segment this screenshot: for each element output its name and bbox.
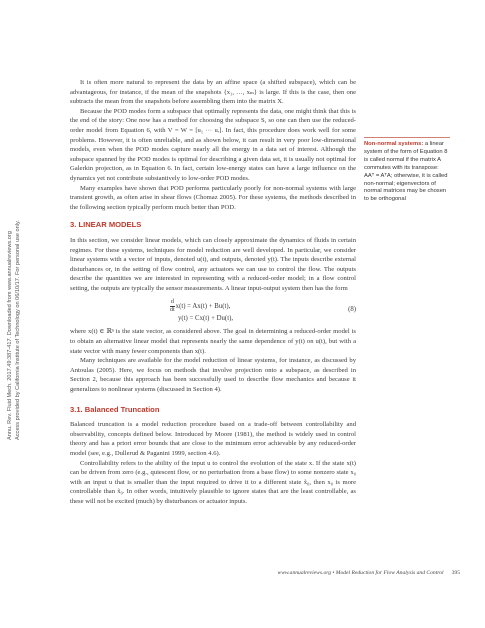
equation-number: (8) (348, 306, 356, 314)
paragraph-affine-space: It is often more natural to represent the data by an affine space (a shifted subspace), which can be advantageous, for instance, if the mean of the snapshots {x₁, …, xₘ} is large. If this is the case, then one subtracts the mean from the snapshots before assembling them into the matrix X. (70, 79, 356, 106)
paragraph-controllability: Controllability refers to the ability of the input u to control the evolution of the state x. If the state x(t) can be driven from zero (e.g., quiescent flow, or no perturbation from a base flow) to some nonzero state x₀ with an input u that is smaller than the input required to drive it to a different state x̃₀, then x₀ is more controllable than x̃₀. In other words, intuitively plausible to ignore states that are the least controllable, as these will not be excited (much) by disturbances or actuator inputs. (70, 459, 356, 505)
running-head: www.annualreviews.org • Model Reduction for Flow Analysis and Control (277, 570, 444, 576)
section-heading-linear-models: 3. LINEAR MODELS (70, 220, 142, 230)
paragraph-projection-methods: Many techniques are available for the model reduction of linear systems, for instance, as discussed by Antoulas (2005). Here, we focus on methods that involve projection onto a subspace, as described in Section 2, because this approach has been successfully used to describe flow mechanics and because it generalizes to nonlinear systems (discussed in Section 4). (70, 357, 356, 394)
paragraph-non-normal: Many examples have shown that POD performs particularly poorly for non-normal systems with large transient growth, as often arise in shear flows (Chomaz 2005). For these systems, the methods described in the following section typically perform much better than POD. (70, 184, 356, 211)
definition-rule (364, 137, 450, 138)
paragraph-state-vector: where x(t) ∈ ℝⁿ is the state vector, as considered above. The goal in determining a reduced-order model is to obtain an alternative linear model that represents nearly the same dependence of y(t) on u(t), but with a state vector with many fewer components than x(t). (70, 328, 356, 355)
download-margin-note (4, 140, 40, 440)
main-text-column (70, 78, 356, 507)
page-footer (70, 570, 460, 576)
equation-8 (70, 297, 356, 323)
paragraph-balanced-truncation-intro: Balanced truncation is a model reduction procedure based on a trade-off between controllability and observability, concepts defined below. Introduced by Moore (1981), the method is widely used in control theory and has a priori error bounds that are close to the minimum error achievable by any reduced-order model (see, e.g., Dullerud & Paganini 1999, section 4.6). (70, 421, 356, 457)
page-number: 395 (451, 570, 460, 576)
derivative-fraction: $\frac{d}{dt}$ (170, 299, 175, 314)
definition-text: a linear system of the form of Equation 8 is called normal if the matrix A commutes with its transpose: AAᵀ = AᵀA; otherwise, it is called non-normal; eigenvectors of normal matrices may be chosen to be orthogonal (364, 141, 448, 203)
equation-line-1: x(t) = Ax(t) + Bu(t), (175, 303, 231, 311)
paragraph-pod-subspace: Because the POD modes form a subspace that optimally represents the data, one might think that this is the end of the story: One now has a method for choosing the subspace S, so one can then use the reduced-order model from Equation 6, with V = W = [u₁ ··· uᵣ]. In fact, this procedure does work well for some problems. However, it is often unreliable, and as shown below, it can result in very poor low-dimensional models, even when the POD modes capture nearly all the energy in a data set of interest. Although the subspace spanned by the POD modes is optimal for describing a given data set, it is usually not optimal for Galerkin projection, as in Equation 6. In fact, certain low-energy states can have a large influence on the dynamics yet not contribute substantively to low-order POD modes. (70, 107, 356, 182)
margin-definition-box (364, 137, 450, 204)
margin-note-line-2: Access provided by California Institute of Technology on 06/10/17. For personal use only. (15, 220, 21, 440)
equation-line-2: y(t) = Cx(t) + Du(t), (178, 315, 234, 323)
margin-note-line-1: Annu. Rev. Fluid Mech. 2017.49:387-417. Downloaded from www.annualreviews.org (7, 231, 13, 440)
subsection-heading-balanced-truncation: 3.1. Balanced Truncation (70, 404, 160, 414)
paragraph-linear-models-intro: In this section, we consider linear models, which can closely approximate the dynamics of fluids in certain regimes. For these systems, techniques for model reduction are well developed. In particular, we consider linear systems with a vector of inputs, denoted u(t), and outputs, denoted y(t). The inputs describe external disturbances or, in the setting of flow control, any actuators we can use to control the flow. The outputs describe the quantities we are interested in representing with a reduced-order model; in a flow control setting, the outputs are typically the sensor measurements. A linear input-output system then has the form (70, 236, 356, 292)
definition-term: Non-normal systems: (364, 141, 424, 147)
